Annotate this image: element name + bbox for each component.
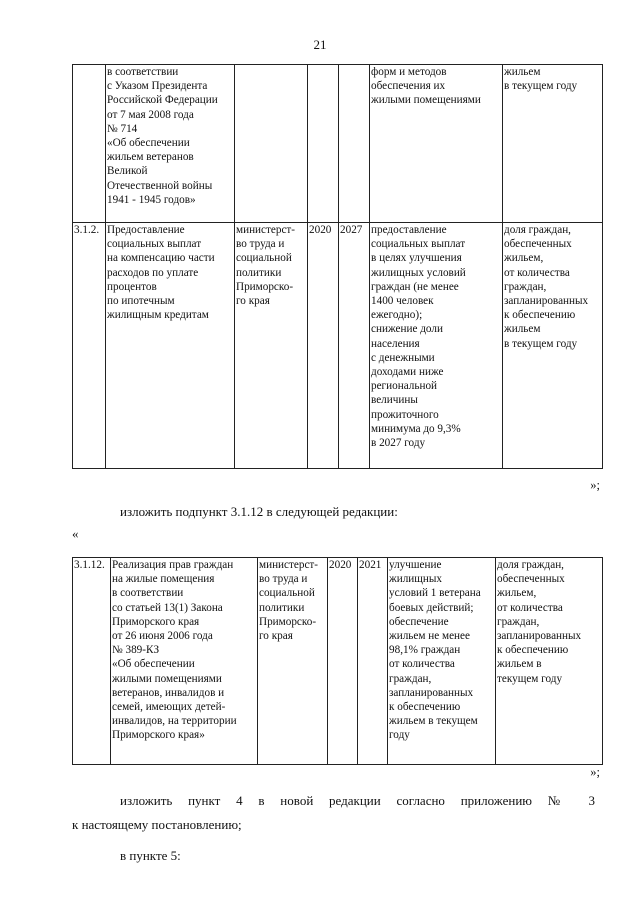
- table-row: [73, 558, 603, 765]
- cell-indicator: доля граждан, обеспеченных жильем, от количества граждан, запланированных к обеспечению жильем в текущем году: [496, 558, 603, 765]
- cell-executor: министерст- во труда и социальной политики Приморско- го края: [258, 558, 328, 765]
- cell-end-year: [339, 65, 370, 223]
- cell-indicator: доля граждан, обеспеченных жильем, от количества граждан, запланированных к обеспечению жильем в текущем году: [503, 223, 603, 469]
- program-table-new-edition: [72, 557, 603, 765]
- cell-result: предоставление социальных выплат в целях улучшения жилищных условий граждан (не менее 1400 человек ежегодно); снижение доли населения с денежными доходами ниже региональной величины прожиточного минимума до 9,3% в 2027 году: [370, 223, 503, 469]
- cell-name: в соответствии с Указом Президента Российской Федерации от 7 мая 2008 года № 714 «Об обеспечении жильем ветеранов Великой Отечественной войны 1941 - 1945 годов»: [106, 65, 235, 223]
- paragraph-item-5: в пункте 5:: [120, 848, 181, 863]
- cell-num: 3.1.12.: [73, 558, 111, 765]
- cell-num: [73, 65, 106, 223]
- table1-closing-quote: »;: [590, 478, 600, 492]
- cell-executor: [235, 65, 308, 223]
- cell-start-year: 2020: [328, 558, 358, 765]
- program-table-continued: [72, 64, 603, 469]
- opening-quote: «: [72, 526, 79, 541]
- table-row: [73, 65, 603, 223]
- cell-executor: министерст- во труда и социальной политики Приморско- го края: [235, 223, 308, 469]
- cell-name: Предоставление социальных выплат на компенсацию части расходов по уплате процентов по ипотечным жилищным кредитам: [106, 223, 235, 469]
- cell-end-year: 2027: [339, 223, 370, 469]
- cell-end-year: 2021: [358, 558, 388, 765]
- table2-closing-quote: »;: [590, 765, 600, 779]
- cell-result: улучшение жилищных условий 1 ветерана боевых действий; обеспечение жильем не менее 98,1% граждан от количества граждан, запланированных к обеспечению жильем в текущем году: [388, 558, 496, 765]
- paragraph-item-4-line1: изложить пункт 4 в новой редакции согласно приложению № 3: [120, 793, 595, 808]
- cell-indicator: жильем в текущем году: [503, 65, 603, 223]
- cell-result: форм и методов обеспечения их жилыми помещениями: [370, 65, 503, 223]
- cell-num: 3.1.2.: [73, 223, 106, 469]
- cell-start-year: [308, 65, 339, 223]
- cell-name: Реализация прав граждан на жилые помещения в соответствии со статьей 13(1) Закона Приморского края от 26 июня 2006 года № 389-КЗ «Об обеспечении жилыми помещениями ветеранов, инвалидов и семей, имеющих детей- инвалидов, на территории Приморского края»: [111, 558, 258, 765]
- table-row: [73, 223, 603, 469]
- paragraph-subitem-3-1-12: изложить подпункт 3.1.12 в следующей редакции:: [120, 504, 398, 519]
- paragraph-item-4-line2: к настоящему постановлению;: [72, 817, 242, 832]
- cell-start-year: 2020: [308, 223, 339, 469]
- page-number: 21: [313, 37, 327, 52]
